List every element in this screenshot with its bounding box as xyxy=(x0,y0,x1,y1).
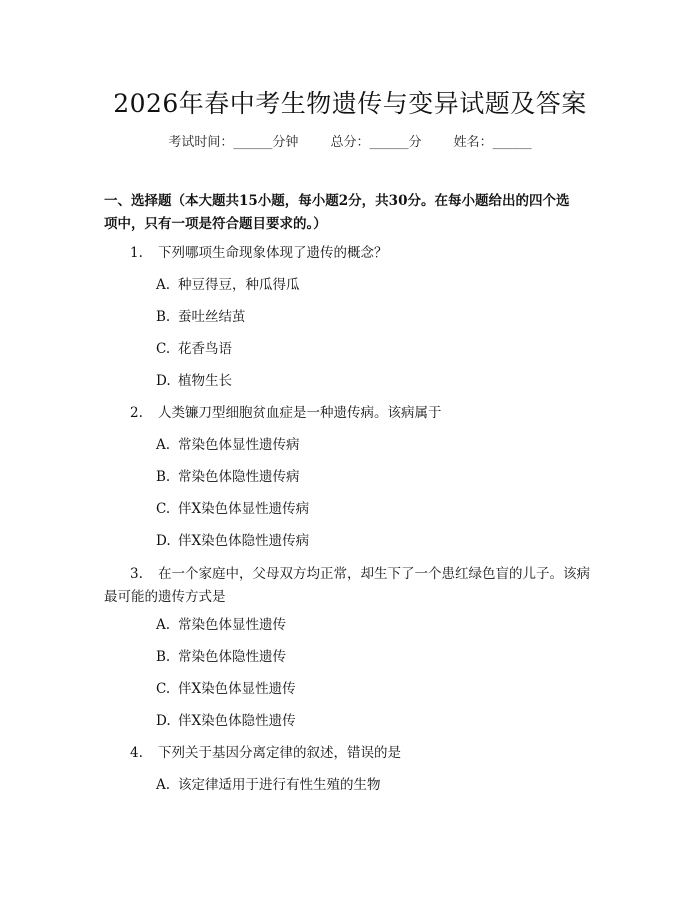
option-letter: D. xyxy=(156,533,171,549)
question-3-option-d xyxy=(156,711,296,731)
exam-time-field: 考试时间：______分钟 xyxy=(168,135,299,150)
question-number: 1. xyxy=(130,245,143,261)
option-letter: D. xyxy=(156,713,171,729)
option-text: 花香鸟语 xyxy=(178,341,232,357)
question-3 xyxy=(104,563,604,609)
option-letter: C. xyxy=(156,501,171,517)
section-heading-line-1: 一、选择题（本大题共15小题，每小题2分，共30分。在每小题给出的四个选 xyxy=(104,193,570,209)
question-1-option-b xyxy=(156,307,246,327)
question-3-option-a xyxy=(156,615,286,635)
question-stem: 人类镰刀型细胞贫血症是一种遗传病。该病属于 xyxy=(158,405,442,421)
question-2-option-c xyxy=(156,499,309,519)
option-text: 常染色体显性遗传 xyxy=(178,617,286,633)
question-stem-line-2: 最可能的遗传方式是 xyxy=(104,589,226,605)
option-text: 伴X染色体隐性遗传病 xyxy=(178,533,310,549)
question-1-option-d xyxy=(156,371,232,391)
section-heading-line-2: 项中，只有一项是符合题目要求的。） xyxy=(104,216,327,232)
exam-meta xyxy=(0,131,700,150)
question-1-option-c xyxy=(156,339,232,359)
option-letter: C. xyxy=(156,681,171,697)
option-text: 该定律适用于进行有性生殖的生物 xyxy=(178,777,381,793)
question-2 xyxy=(104,402,604,425)
question-stem: 下列关于基因分离定律的叙述，错误的是 xyxy=(158,745,401,761)
page-title: 2026年春中考生物遗传与变异试题及答案 xyxy=(113,89,587,118)
question-1 xyxy=(104,242,604,265)
option-text: 蚕吐丝结茧 xyxy=(178,309,246,325)
option-text: 常染色体隐性遗传 xyxy=(178,649,286,665)
option-text: 伴X染色体显性遗传病 xyxy=(178,501,310,517)
section-heading xyxy=(104,190,604,236)
option-letter: B. xyxy=(156,309,171,325)
option-text: 植物生长 xyxy=(178,373,232,389)
question-3-option-c xyxy=(156,679,296,699)
question-4-option-a xyxy=(156,775,381,795)
option-letter: B. xyxy=(156,469,171,485)
option-letter: A. xyxy=(156,277,171,293)
question-number: 2. xyxy=(130,405,143,421)
option-text: 伴X染色体显性遗传 xyxy=(178,681,296,697)
question-2-option-a xyxy=(156,435,300,455)
option-text: 种豆得豆，种瓜得瓜 xyxy=(178,277,300,293)
option-letter: C. xyxy=(156,341,171,357)
option-text: 常染色体隐性遗传病 xyxy=(178,469,300,485)
option-text: 伴X染色体隐性遗传 xyxy=(178,713,296,729)
option-text: 常染色体显性遗传病 xyxy=(178,437,300,453)
option-letter: A. xyxy=(156,437,171,453)
option-letter: A. xyxy=(156,777,171,793)
option-letter: B. xyxy=(156,649,171,665)
question-2-option-d xyxy=(156,531,309,551)
student-name-field: 姓名：______ xyxy=(453,135,532,150)
question-number: 4. xyxy=(130,745,143,761)
total-score-field: 总分：______分 xyxy=(330,135,422,150)
question-2-option-b xyxy=(156,467,300,487)
question-number: 3. xyxy=(130,566,143,582)
option-letter: A. xyxy=(156,617,171,633)
question-stem-line-1: 在一个家庭中，父母双方均正常，却生下了一个患红绿色盲的儿子。该病 xyxy=(158,566,590,582)
option-letter: D. xyxy=(156,373,171,389)
question-stem: 下列哪项生命现象体现了遗传的概念？ xyxy=(158,245,388,261)
question-1-option-a xyxy=(156,275,300,295)
question-3-option-b xyxy=(156,647,286,667)
question-4 xyxy=(104,742,604,765)
